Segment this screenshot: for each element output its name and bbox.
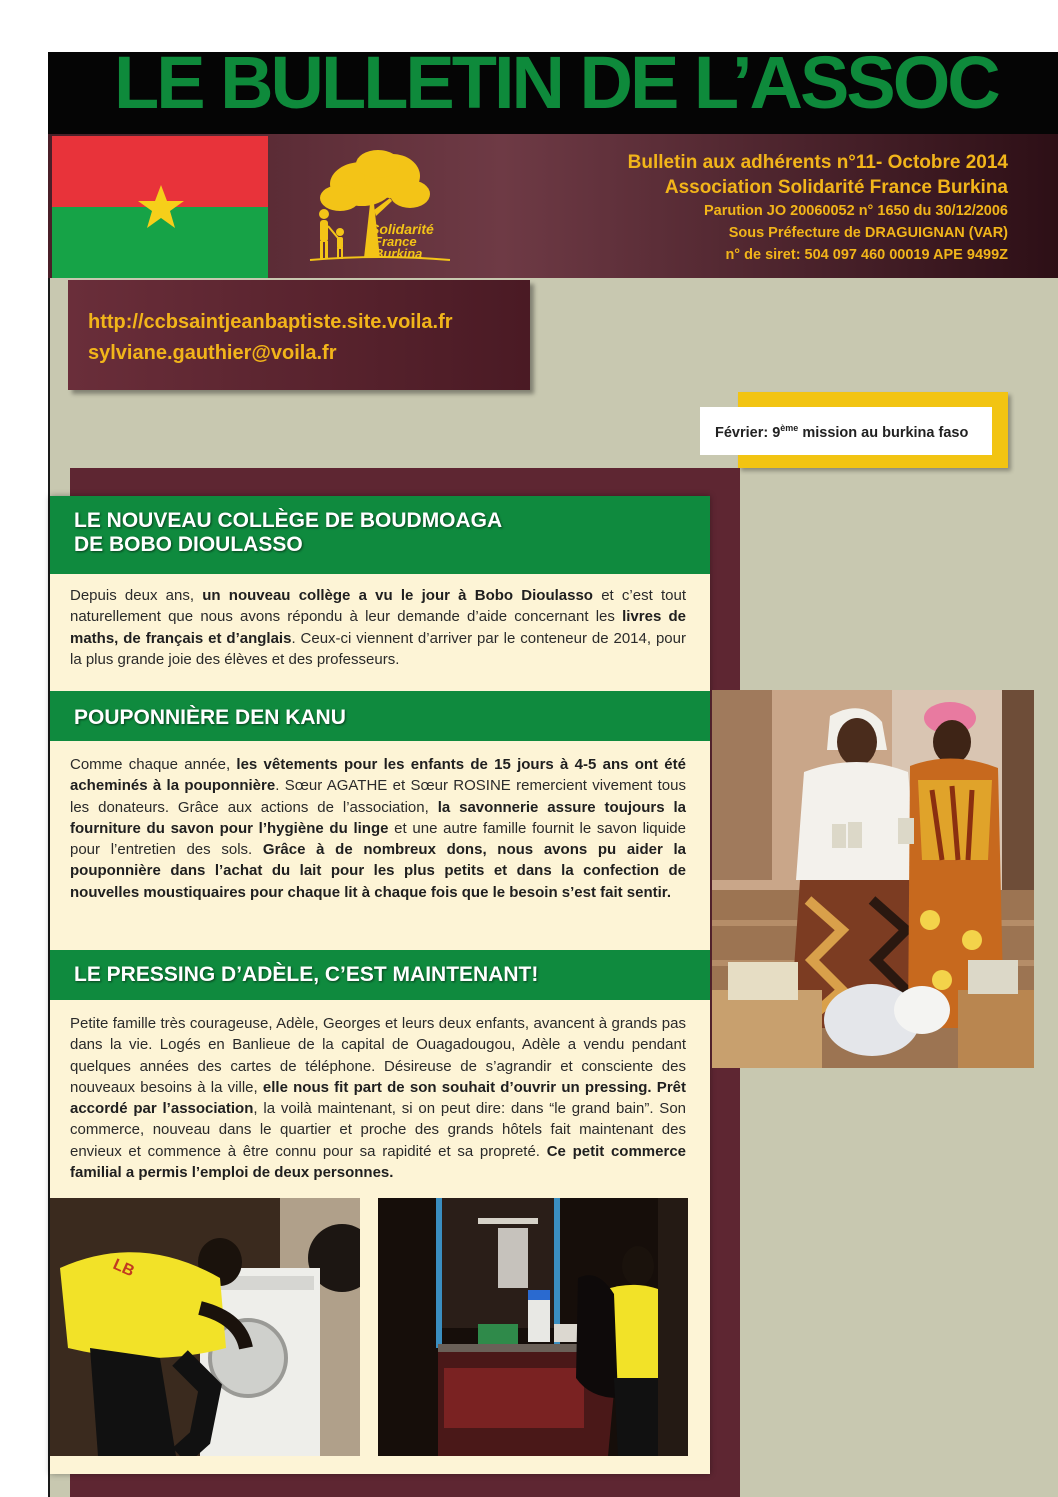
text-run-bold: elle nous fit part de son souhait d’ouvrir un pressing. Prêt accordé par l’association (70, 1078, 686, 1118)
siret-number: n° de siret: 504 097 460 00019 APE 9499Z (725, 247, 1008, 263)
text-run: Comme chaque année, (70, 756, 237, 773)
text-run: et une autre famille fournit le savon liquide pour l’entretien des sols. (70, 819, 686, 859)
pressing-room-photo (378, 1198, 688, 1456)
logo-line3: Burkina (374, 246, 423, 261)
section-text-college (70, 585, 686, 670)
association-logo (300, 146, 460, 270)
masthead (48, 52, 1058, 134)
email-link[interactable]: sylviane.gauthier@voila.fr (88, 342, 337, 364)
text-run-bold: les vêtements pour les enfants de 15 jours à 4-5 ans ont été acheminés à la pouponnière (70, 756, 686, 795)
text-run-bold: la savonnerie assure toujours la fourniture du savon pour l’hygiène du linge (70, 798, 686, 837)
section-heading-college (50, 496, 710, 574)
section-text-pressing (70, 1013, 686, 1183)
star-icon (136, 182, 186, 232)
section-heading-nursery: POUPONNIÈRE DEN KANU (50, 691, 710, 741)
prefecture: Sous Préfecture de DRAGUIGNAN (VAR) (728, 225, 1008, 241)
logo-line1: Solidarité (370, 221, 434, 237)
text-run: Petite famille très courageuse, Adèle, Georges et leurs deux enfants, avancent à grands pas dans la vie. Logés en Banlieue de la capital de Ouagadougou, Adèle a vendu pendant quelques années des cartes de téléphone. Désireuse de s’agrandir et consciente des nouveaux besoins à la ville, (70, 1015, 686, 1096)
masthead-title: LE BULLETIN DE L’ASSOC (114, 52, 998, 124)
text-run-bold: livres de maths, de français et d’anglais (70, 608, 687, 647)
text-run-bold: un nouveau collège a vu le jour à Bobo Dioulasso (202, 587, 593, 604)
bulletin-issue: Bulletin aux adhérents n°11- Octobre 2014 (627, 152, 1008, 173)
section-heading-line: LE NOUVEAU COLLÈGE DE BOUDMOAGA (74, 509, 503, 532)
text-run: Depuis deux ans, (70, 587, 203, 604)
logo-line2: France (374, 234, 417, 249)
shirt-logo: LB (110, 1256, 137, 1281)
text-run: , la voilà maintenant, si on peut dire: dans “le grand bain”. Son commerce, nouveau dans le quartier et proche des grands hôtels fait maintenant des envieux et commence à être connu pour sa rapidité et sa propreté. (70, 1100, 687, 1160)
nursery-photo (712, 690, 1034, 1068)
text-run-bold: Ce petit commerce familial a permis l’emploi de deux personnes. (70, 1142, 687, 1182)
washing-machine-photo (50, 1198, 360, 1456)
section-heading-line: DE BOBO DIOULASSO (74, 533, 303, 556)
mission-notice (700, 407, 992, 455)
text-run: et c’est tout naturellement que nous avons répondu à leur demande d’aide concernant les (70, 587, 687, 626)
notice-suffix: mission au burkina faso (798, 424, 969, 441)
text-run-bold: Grâce à de nombreux dons, nous avons pu aider la pouponnière dans l’achat du lait pour les plus petits et dans la confection de nouvelles moustiquaires pour chaque lit à chaque fois que le besoin s’est fait sentir. (70, 841, 686, 901)
publication-ref: Parution JO 20060052 n° 1650 du 30/12/2006 (703, 203, 1008, 219)
association-name: Association Solidarité France Burkina (664, 177, 1008, 198)
burkina-flag (52, 136, 268, 278)
text-run: . Ceux-ci viennent d’arriver par le conteneur de 2014, pour la plus grande joie des élèves et des professeurs. (70, 629, 686, 668)
section-text-nursery (70, 754, 686, 903)
contact-box (68, 280, 530, 390)
section-heading-pressing: LE PRESSING D’ADÈLE, C’EST MAINTENANT! (50, 950, 710, 1000)
text-run: . Sœur AGATHE et Sœur ROSINE remercient vivement tous les donateurs. Grâce aux actions de l’association, (70, 777, 686, 816)
notice-sup: ème (780, 423, 799, 433)
website-link[interactable]: http://ccbsaintjeanbaptiste.site.voila.fr (88, 311, 453, 333)
notice-prefix: Février: 9 (715, 424, 781, 441)
bulletin-info (628, 150, 1008, 266)
